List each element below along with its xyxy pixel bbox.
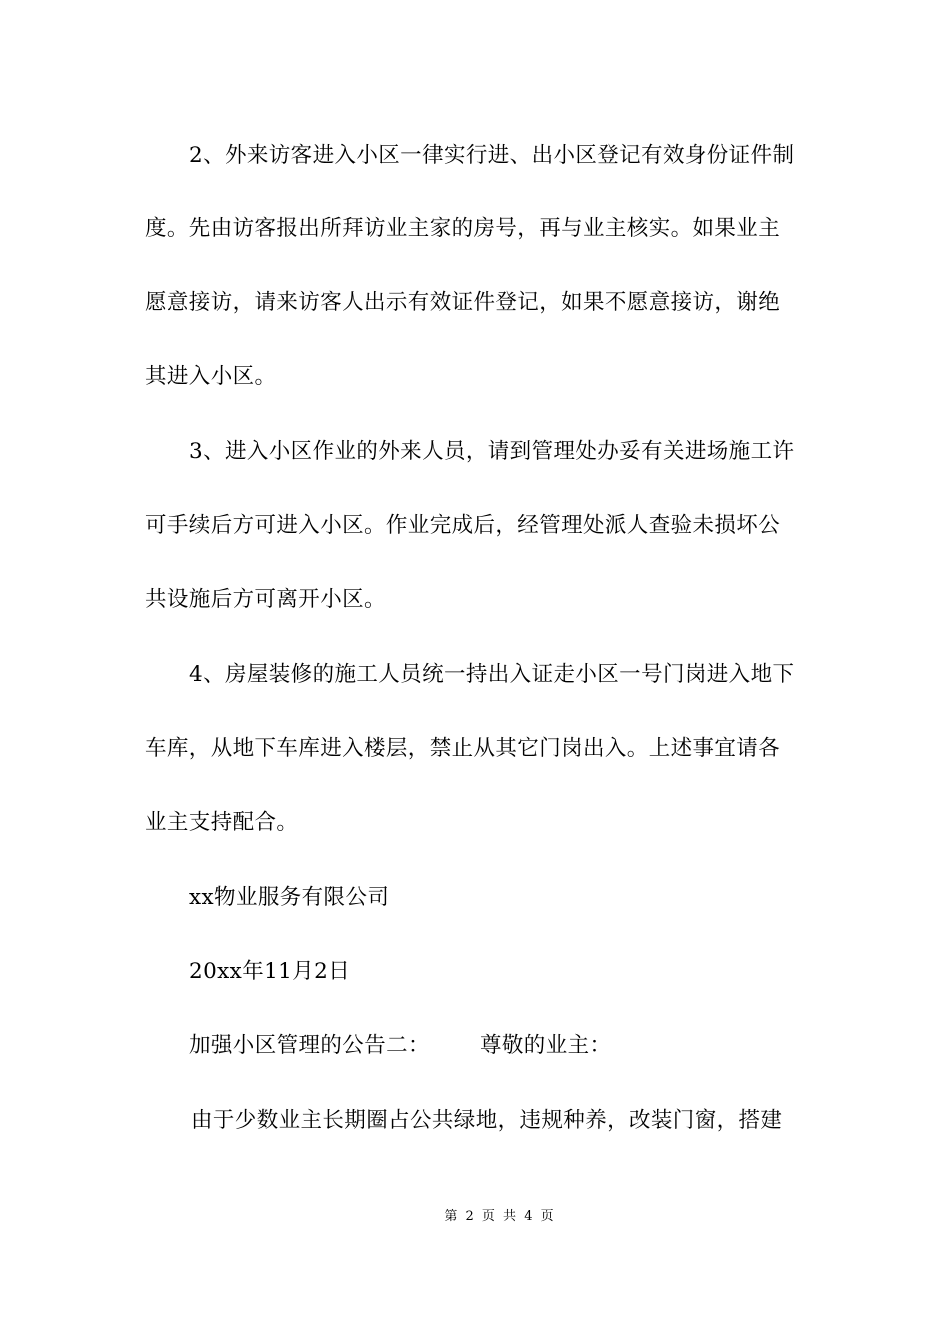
paragraph-2-line-4: 其进入小区。 <box>145 364 277 389</box>
notice2-title: 加强小区管理的公告二： <box>189 1033 430 1058</box>
paragraph-4-line-1: 4、房屋装修的施工人员统一持出入证走小区一号门岗进入地下 <box>189 662 795 687</box>
paragraph-2-line-1: 2、外来访客进入小区一律实行进、出小区登记有效身份证件制 <box>189 143 795 168</box>
paragraph-2-line-3: 愿意接访，请来访客人出示有效证件登记，如果不愿意接访，谢绝 <box>145 290 781 315</box>
notice2-line-1: 由于少数业主长期圈占公共绿地，违规种养，改装门窗，搭建 <box>191 1108 783 1133</box>
notice-date: 20xx年11月2日 <box>189 959 351 984</box>
paragraph-3-line-1: 3、进入小区作业的外来人员，请到管理处办妥有关进场施工许 <box>189 439 795 464</box>
page-number-footer: 第 2 页 共 4 页 <box>444 1209 554 1224</box>
paragraph-3-line-2: 可手续后方可进入小区。作业完成后，经管理处派人查验未损坏公 <box>145 513 781 538</box>
notice2-salutation: 尊敬的业主： <box>480 1033 612 1058</box>
paragraph-3-line-3: 共设施后方可离开小区。 <box>145 587 386 612</box>
paragraph-2-line-2: 度。先由访客报出所拜访业主家的房号，再与业主核实。如果业主 <box>145 216 781 241</box>
paragraph-4-line-3: 业主支持配合。 <box>145 810 299 835</box>
company-signature: xx物业服务有限公司 <box>189 885 390 910</box>
paragraph-4-line-2: 车库，从地下车库进入楼层，禁止从其它门岗出入。上述事宜请各 <box>145 736 781 761</box>
